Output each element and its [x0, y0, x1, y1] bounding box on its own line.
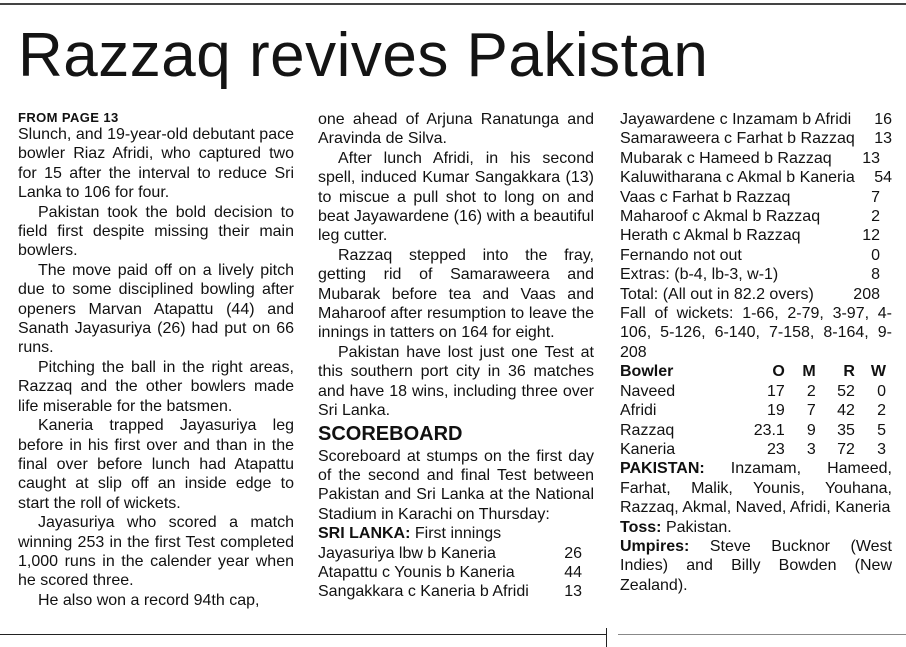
overs: 23: [767, 440, 785, 458]
extras-row: [620, 265, 892, 284]
maidens: 7: [806, 402, 816, 420]
wickets: 3: [877, 440, 886, 458]
header-cell: R: [843, 363, 855, 381]
extras-label: Extras: (b-4, lb-3, w-1): [620, 266, 779, 284]
paragraph: Kaneria trapped Jayasuriya leg before in his first over and than in the final over before lunch had Atapattu caught at slip off an inside edge to start the roll of wickets.: [18, 417, 294, 512]
batsman-runs: 13: [862, 149, 880, 167]
maidens: 3: [806, 440, 816, 458]
umpires-value: Steve Bucknor (West Indies) and Billy Bowden (New Zealand).: [620, 537, 892, 594]
batting-row: [318, 582, 594, 601]
batsman-runs: 0: [871, 246, 880, 264]
batting-row: [318, 563, 594, 582]
toss-value: Pakistan.: [665, 518, 732, 536]
paragraph: The move paid off on a lively pitch due to some disciplined bowling after openers Marvan Atapattu (44) and Sanath Jayasuriya (26) had put on 66 runs.: [18, 261, 294, 357]
total-label: Total: (All out in 82.2 overs): [620, 285, 814, 303]
maidens: 9: [806, 421, 816, 439]
overs: 17: [767, 382, 785, 400]
paragraph: He also won a record 94th cap,: [38, 591, 260, 609]
paragraph: Jayasuriya who scored a match winning 253 in the first Test completed 1,000 runs in the calender year when he scored three.: [18, 514, 294, 590]
batsman-runs: 2: [871, 208, 880, 226]
wickets: 5: [877, 421, 886, 439]
total-value: 208: [853, 285, 880, 303]
scoreboard-column: [620, 110, 892, 595]
header-cell: O: [772, 363, 785, 381]
batsman-runs: 7: [871, 188, 880, 206]
batting-row: [620, 129, 892, 148]
headline: Razzaq revives Pakistan: [18, 21, 709, 90]
batting-row: [620, 149, 892, 168]
overs: 23.1: [753, 421, 785, 439]
batsman-runs: 54: [874, 169, 892, 187]
bowler-name: Razzaq: [620, 421, 675, 439]
batting-row: [620, 168, 892, 187]
wickets: 0: [877, 382, 886, 400]
batsman-dismissal: Maharoof c Akmal b Razzaq: [620, 208, 821, 226]
extras-value: 8: [871, 266, 880, 284]
batting-row: [620, 188, 892, 207]
umpires-label: Umpires:: [620, 537, 690, 555]
column-divider: [606, 628, 607, 647]
team-list: Inzamam, Hameed, Farhat, Malik, Younis, Youhana, Razzaq, Akmal, Naved, Afridi, Kaneria: [620, 460, 892, 517]
batting-row: [620, 246, 892, 265]
batsman-dismissal: Kaluwitharana c Akmal b Kaneria: [620, 169, 855, 187]
batsman-dismissal: Samaraweera c Farhat b Razzaq: [620, 130, 855, 148]
bowling-row: [620, 401, 892, 420]
batsman-dismissal: Jayasuriya lbw b Kaneria: [318, 544, 496, 562]
batting-row: [620, 110, 892, 129]
header-cell: W: [870, 363, 886, 381]
toss-label: Toss:: [620, 518, 662, 536]
bowler-name: Afridi: [620, 402, 657, 420]
batsman-runs: 26: [564, 544, 582, 562]
maidens: 2: [806, 382, 816, 400]
top-rule: [0, 3, 906, 5]
batsman-runs: 13: [564, 583, 582, 601]
batsman-dismissal: Vaas c Farhat b Razzaq: [620, 188, 791, 206]
batting-row: [318, 544, 594, 563]
pakistan-team: [620, 459, 892, 517]
article-column-2: [318, 110, 594, 602]
runs-conceded: 42: [837, 402, 855, 420]
overs: 19: [767, 402, 785, 420]
paragraph: Pakistan have lost just one Test at this southern port city in 36 matches and have 18 wins, including three over Sri Lanka.: [318, 343, 594, 420]
bowler-name: Naveed: [620, 382, 676, 400]
innings-label: [318, 524, 594, 543]
article-column-1: [18, 110, 294, 610]
paragraph: Slunch, and 19-year-old debutant pace bowler Riaz Afridi, who captured two for 15 after the interval to reduce Sri Lanka to 106 for four.: [18, 126, 294, 202]
batsman-runs: 44: [564, 563, 582, 581]
innings-text: First innings: [414, 525, 502, 543]
runs-conceded: 35: [837, 421, 855, 439]
paragraph: one ahead of Arjuna Ranatunga and Aravinda de Silva.: [318, 111, 594, 148]
bottom-rule-right: [618, 634, 906, 635]
bowling-table: [620, 362, 892, 459]
batsman-dismissal: Atapattu c Younis b Kaneria: [318, 563, 515, 581]
scoreboard-intro: Scoreboard at stumps on the first day of the second and final Test between Pakistan and Sri Lanka at the National Stadium in Karachi on Thursday:: [318, 447, 594, 523]
scoreboard-heading: SCOREBOARD: [318, 422, 463, 445]
runs-conceded: 52: [837, 382, 855, 400]
batsman-dismissal: Fernando not out: [620, 246, 742, 264]
paragraph: After lunch Afridi, in his second spell, induced Kumar Sangakkara (13) to miscue a pull shot to long on and beat Jayawardene (16) with a beautiful leg cutter.: [318, 149, 594, 245]
runs-conceded: 72: [837, 440, 855, 458]
batsman-runs: 16: [874, 111, 892, 128]
bowling-row: [620, 440, 892, 459]
bowling-row: [620, 421, 892, 440]
umpires: [620, 537, 892, 595]
total-row: [620, 285, 892, 304]
bowling-row: [620, 382, 892, 401]
batsman-dismissal: Mubarak c Hameed b Razzaq: [620, 149, 832, 167]
team-label: SRI LANKA:: [318, 525, 411, 543]
kicker: FROM PAGE 13: [18, 110, 119, 125]
batting-row: [620, 226, 892, 245]
bowling-header-row: [620, 362, 892, 381]
toss: [620, 518, 892, 537]
batsman-dismissal: Jayawardene c Inzamam b Afridi: [620, 111, 852, 128]
batsman-runs: 12: [862, 227, 880, 245]
paragraph: Pitching the ball in the right areas, Razzaq and the other bowlers made life miserable for the batsmen.: [18, 358, 294, 415]
paragraph: Razzaq stepped into the fray, getting rid of Samaraweera and Mubarak before tea and Vaas and Maharoof after resumption to leave the innings in tatters on 164 for eight.: [318, 246, 594, 342]
team-label: PAKISTAN:: [620, 460, 705, 478]
header-cell: Bowler: [620, 363, 674, 381]
batting-row: [620, 207, 892, 226]
bowler-name: Kaneria: [620, 440, 676, 458]
batsman-runs: 13: [874, 130, 892, 148]
batsman-dismissal: Herath c Akmal b Razzaq: [620, 227, 801, 245]
wickets: 2: [877, 402, 886, 420]
batsman-dismissal: Sangakkara c Kaneria b Afridi: [318, 583, 529, 601]
fall-of-wickets: Fall of wickets: 1-66, 2-79, 3-97, 4-106, 5-126, 6-140, 7-158, 8-164, 9-208: [620, 305, 892, 361]
paragraph: Pakistan took the bold decision to field first despite missing their main bowlers.: [18, 203, 294, 260]
header-cell: M: [802, 363, 816, 381]
bottom-rule: [0, 634, 606, 635]
